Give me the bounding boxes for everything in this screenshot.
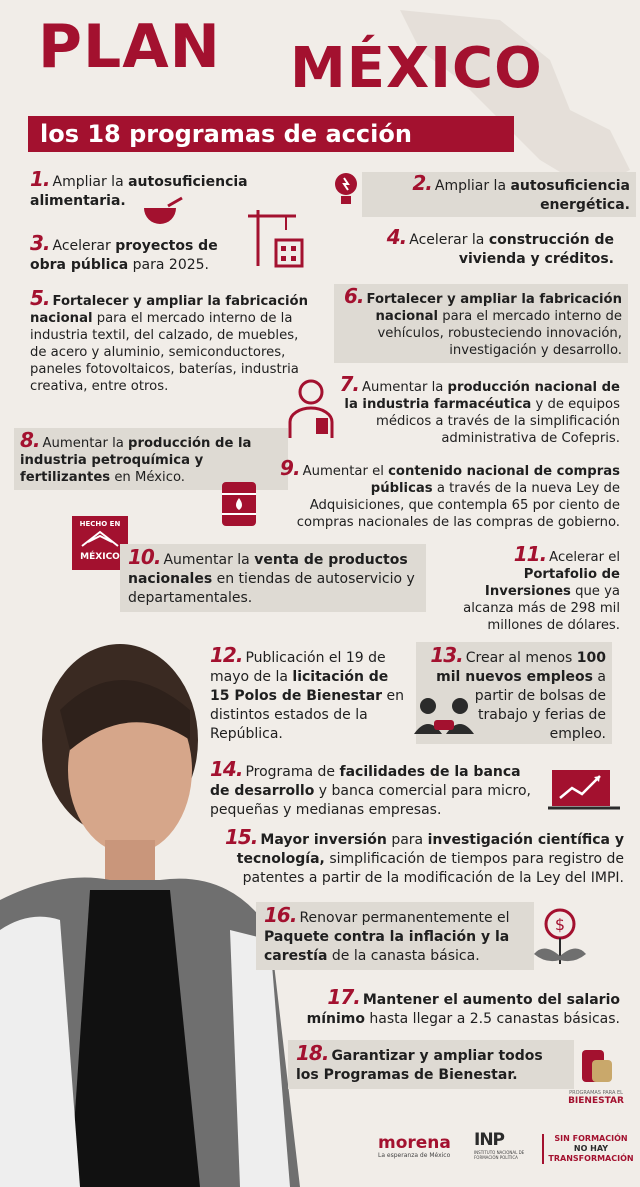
item-17: 17. Mantener el aumento del salario mínimo hasta llegar a 2.5 canastas básicas. bbox=[306, 985, 620, 1027]
item-7: 7. Aumentar la producción nacional de la industria farmacéutica y de equipos médicos a través de la simplificación administrativa de Cofepris. bbox=[339, 372, 620, 446]
item-6: 6. Fortalecer y ampliar la fabricación nacional para el mercado interno de vehículos, robusteciendo innovación, investigación y desarrollo. bbox=[334, 284, 628, 363]
item-5: 5. Fortalecer y ampliar la fabricación nacional para el mercado interno de la industria textil, del calzado, de muebles, de acero y aluminio, semiconductores, paneles fotovoltaicos, baterías, industria creativa, entre otros. bbox=[30, 286, 308, 394]
item-11: 11. Acelerar el Portafolio de Inversiones que ya alcanza más de 298 mil millones de dólares. bbox=[463, 542, 620, 633]
title-plan: PLAN bbox=[38, 12, 221, 82]
item-9: 9. Aumentar el contenido nacional de compras públicas a través de la nueva Ley de Adquisiciones, que contempla 65 por ciento de compras nacionales de las compras de gobierno. bbox=[280, 456, 620, 530]
light-bulb-icon bbox=[328, 168, 364, 212]
bienestar-logo: PROGRAMAS PARA EL BIENESTAR bbox=[560, 1046, 632, 1106]
doctor-icon bbox=[286, 378, 336, 440]
construction-crane-icon bbox=[246, 206, 308, 268]
inp-logo: INP INSTITUTO NACIONAL DE FORMACIÓN POLÍTICA bbox=[474, 1130, 525, 1160]
food-bowl-icon bbox=[140, 196, 184, 228]
item-8: 8. Aumentar la producción de la industria petroquímica y fertilizantes en México. bbox=[14, 428, 288, 490]
slogan-logo: SIN FORMACIÓN NO HAY TRANSFORMACIÓN bbox=[542, 1134, 634, 1164]
title-mexico: MÉXICO bbox=[290, 36, 543, 101]
oil-barrel-icon bbox=[220, 478, 258, 528]
item-4: 4. Acelerar la construcción de vivienda y créditos. bbox=[386, 225, 614, 267]
item-10: 10. Aumentar la venta de productos nacionales en tiendas de autoservicio y departamentales. bbox=[120, 544, 426, 612]
eagle-arrow-icon bbox=[80, 528, 120, 550]
item-16: 16. Renovar permanentemente el Paquete contra la inflación y la carestía de la canasta básica. bbox=[256, 902, 534, 970]
item-1: 1. Ampliar la autosuficiencia alimentaria. bbox=[30, 167, 248, 209]
subtitle: los 18 programas de acción bbox=[28, 116, 514, 152]
item-2: 2. Ampliar la autosuficiencia energética. bbox=[362, 172, 636, 217]
people-talking-icon bbox=[410, 690, 478, 736]
bienestar-logo-mark bbox=[576, 1046, 616, 1086]
growth-chart-laptop-icon bbox=[548, 764, 620, 814]
hecho-en-mexico-badge: HECHO EN MÉXICO bbox=[72, 516, 128, 570]
item-18: 18. Garantizar y ampliar todos los Programas de Bienestar. bbox=[288, 1040, 574, 1089]
money-plant-icon bbox=[528, 902, 592, 968]
item-3: 3. Acelerar proyectos de obra pública para 2025. bbox=[30, 231, 218, 273]
item-13: 13. Crear al menos 100 mil nuevos empleos a partir de bolsas de trabajo y ferias de empleo. bbox=[416, 642, 612, 744]
item-15: 15. Mayor inversión para investigación científica y tecnología, simplificación de tiempos para registro de patentes a partir de la modificación de la Ley del IMPI. bbox=[224, 825, 624, 886]
item-12: 12. Publicación el 19 de mayo de la licitación de 15 Polos de Bienestar en distintos estados de la República. bbox=[210, 643, 404, 742]
svg-text:$: $ bbox=[554, 915, 566, 934]
item-14: 14. Programa de facilidades de la banca de desarrollo y banca comercial para micro, pequeñas y medianas empresas. bbox=[210, 757, 532, 818]
morena-logo: morena La esperanza de México bbox=[378, 1133, 451, 1159]
